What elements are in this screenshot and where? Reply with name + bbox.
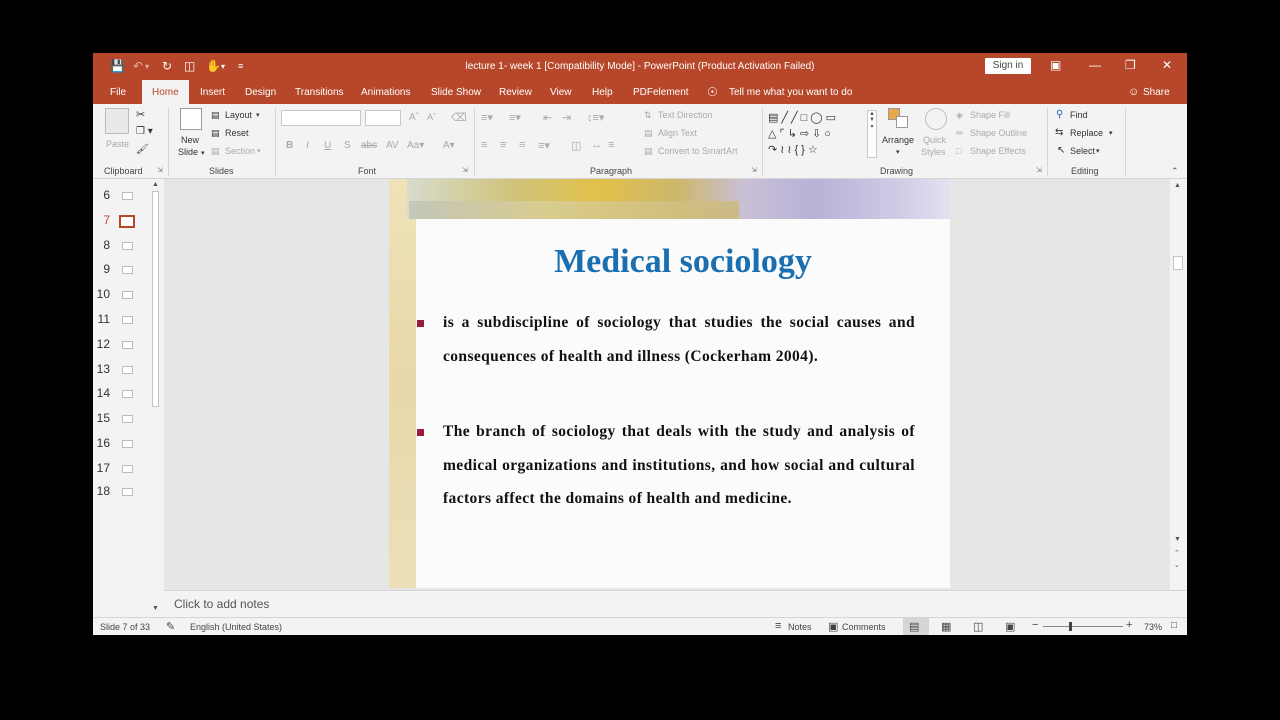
slide-thumbnail[interactable] xyxy=(93,484,153,504)
slide-thumbnail-image[interactable] xyxy=(122,366,133,374)
bold-icon[interactable]: B xyxy=(286,140,294,151)
slide-thumbnail-image[interactable] xyxy=(122,291,133,299)
zoom-slider[interactable] xyxy=(1043,626,1123,627)
layout-dropdown-icon[interactable]: ▾ xyxy=(256,112,260,119)
select-dropdown-icon[interactable]: ▾ xyxy=(1096,148,1100,155)
language-indicator[interactable]: English (United States) xyxy=(190,622,283,632)
numbering-icon[interactable]: ≡▾ xyxy=(509,112,521,124)
slide-thumbnail[interactable] xyxy=(93,312,153,332)
slide-thumbnail-image[interactable] xyxy=(122,192,133,200)
italic-icon[interactable]: I xyxy=(306,140,309,151)
tab-design[interactable]: Design xyxy=(245,87,277,98)
drawing-group-label: Drawing xyxy=(880,166,914,176)
tab-slide-show[interactable]: Slide Show xyxy=(431,87,482,98)
paragraph-direction-icon[interactable]: ↔ xyxy=(591,139,602,151)
zoom-slider-thumb[interactable] xyxy=(1069,622,1072,631)
slide-left-decoration xyxy=(389,179,416,588)
slide-number: 9 xyxy=(103,262,110,276)
reading-view-icon[interactable]: ◫ xyxy=(973,621,984,633)
paste-button[interactable]: Paste xyxy=(106,139,130,149)
cut-icon[interactable]: ✂ xyxy=(136,109,146,121)
shape-fill-icon[interactable]: ◈ xyxy=(956,110,963,120)
window-title: lecture 1- week 1 [Compatibility Mode] - PowerPoint (Product Activation Failed) xyxy=(465,61,815,72)
align-left-icon[interactable]: ≡ xyxy=(481,139,488,151)
reset-button[interactable]: Reset xyxy=(225,128,249,138)
increase-font-icon[interactable]: Aˆ xyxy=(409,112,419,123)
slide-thumbnail[interactable] xyxy=(93,287,153,307)
slide-thumbnail-image[interactable] xyxy=(122,316,133,324)
tab-home[interactable]: Home xyxy=(142,80,189,104)
find-icon[interactable]: ⚲ xyxy=(1056,109,1064,120)
align-text-button[interactable]: Align Text xyxy=(658,128,697,138)
comments-icon[interactable]: ▣ xyxy=(828,621,839,633)
justify-icon[interactable]: ≡▾ xyxy=(538,140,550,152)
ribbon-tabs xyxy=(93,80,1187,104)
tell-me-search[interactable]: Tell me what you want to do xyxy=(729,87,853,98)
slide-count: Slide 7 of 33 xyxy=(100,622,151,632)
tab-transitions[interactable]: Transitions xyxy=(295,87,344,98)
slide-thumbnail-image[interactable] xyxy=(122,415,133,423)
previous-slide-icon[interactable]: ⌃ xyxy=(1174,550,1180,557)
slide-thumbnail-image[interactable] xyxy=(122,488,133,496)
bullets-icon[interactable]: ≡▾ xyxy=(481,112,493,124)
shapes-gallery-scroll[interactable]: ▲ ▼ ▾ xyxy=(867,110,877,158)
slide-thumbnail-image[interactable] xyxy=(122,390,133,398)
slide-number: 11 xyxy=(97,312,110,326)
zoom-level[interactable]: 73% xyxy=(1144,622,1163,632)
slide-thumbnail[interactable] xyxy=(93,436,153,456)
notes-pane[interactable] xyxy=(164,590,1187,617)
shapes-gallery[interactable]: ▤╱╱□◯▭ △⌜↳⇨⇩○ ↷≀≀{}☆ xyxy=(768,112,839,156)
underline-icon[interactable]: U xyxy=(324,140,332,151)
font-color-icon[interactable]: A▾ xyxy=(443,140,455,151)
minimize-icon[interactable]: — xyxy=(1089,58,1101,72)
decrease-indent-icon[interactable]: ⇤ xyxy=(543,112,553,124)
slide-number: 18 xyxy=(96,484,110,498)
zoom-in-icon[interactable]: + xyxy=(1126,619,1133,631)
arrange-icon[interactable] xyxy=(888,108,910,130)
editor-scroll-down-icon[interactable]: ▼ xyxy=(1174,536,1181,543)
slide-number: 12 xyxy=(96,337,110,351)
editing-group-label: Editing xyxy=(1071,166,1099,176)
save-icon[interactable]: 💾 xyxy=(110,59,125,73)
slide-title[interactable]: Medical sociology xyxy=(554,243,812,280)
shape-effects-icon[interactable]: □ xyxy=(956,146,962,156)
slide-thumbnail[interactable] xyxy=(93,238,153,258)
format-painter-icon[interactable]: 🖌 xyxy=(136,144,149,155)
slide-thumbnail-image[interactable] xyxy=(119,215,135,228)
slide-number: 7 xyxy=(103,213,110,227)
slide-thumbnail-image[interactable] xyxy=(122,341,133,349)
from-beginning-icon[interactable]: ◫ xyxy=(184,59,196,73)
paragraph-launcher-icon[interactable]: ⇲ xyxy=(751,167,757,174)
decrease-font-icon[interactable]: Aˇ xyxy=(427,112,436,122)
section-button[interactable]: Section xyxy=(225,146,256,156)
slide-number: 10 xyxy=(96,287,110,301)
slide-thumbnail[interactable] xyxy=(93,386,153,406)
spell-check-icon[interactable]: ✎ xyxy=(166,621,176,633)
notes-button[interactable]: Notes xyxy=(788,622,812,632)
find-button[interactable]: Find xyxy=(1070,110,1088,120)
slide-thumbnail-image[interactable] xyxy=(122,242,133,250)
tab-file[interactable]: File xyxy=(110,87,127,98)
change-case-icon[interactable]: Aa▾ xyxy=(407,140,425,151)
share-button[interactable]: Share xyxy=(1143,87,1170,98)
slide-number: 14 xyxy=(96,386,110,400)
slide-thumbnail-image[interactable] xyxy=(122,465,133,473)
quick-styles-label-1[interactable]: Quick xyxy=(923,135,947,145)
slide-sorter-icon[interactable]: ▦ xyxy=(941,621,952,633)
slide-show-icon[interactable]: ▣ xyxy=(1005,621,1016,633)
columns-icon[interactable]: ◫ xyxy=(571,140,582,152)
tab-view[interactable]: View xyxy=(550,87,572,98)
section-icon[interactable]: ▤ xyxy=(211,146,220,156)
slide-banner-overlay xyxy=(409,201,739,219)
zoom-out-icon[interactable]: − xyxy=(1032,619,1039,631)
tab-review[interactable]: Review xyxy=(499,87,532,98)
ribbon-display-options-icon[interactable]: ▣ xyxy=(1050,58,1062,72)
normal-view-icon[interactable]: ▤ xyxy=(909,621,920,633)
tab-insert[interactable]: Insert xyxy=(200,87,226,98)
slide-number: 6 xyxy=(103,188,110,202)
arrange-button[interactable]: Arrange xyxy=(882,135,915,145)
slide-thumbnail[interactable] xyxy=(93,213,153,233)
clipboard-launcher-icon[interactable]: ⇲ xyxy=(157,167,163,174)
line-spacing-icon[interactable]: ↕≡▾ xyxy=(587,112,605,124)
slide-thumbnail[interactable] xyxy=(93,337,153,357)
share-person-icon: ☺ xyxy=(1128,86,1140,98)
status-bar xyxy=(93,617,1187,635)
notes-placeholder[interactable]: Click to add notes xyxy=(174,597,270,611)
slides-group-label: Slides xyxy=(209,166,234,176)
font-group-label: Font xyxy=(358,166,377,176)
slide-thumbnail-image[interactable] xyxy=(122,266,133,274)
thumbnail-scrollbar[interactable] xyxy=(150,179,161,615)
align-right-icon[interactable]: ≡ xyxy=(519,139,526,151)
current-slide[interactable] xyxy=(389,179,950,588)
tab-pdfelement[interactable]: PDFelement xyxy=(633,87,689,98)
undo-icon[interactable]: ↶ xyxy=(133,59,144,73)
shape-fill-button[interactable]: Shape Fill xyxy=(970,110,1011,120)
slide-thumbnail[interactable] xyxy=(93,188,153,208)
editor-scroll-thumb[interactable] xyxy=(1173,256,1183,270)
powerpoint-window xyxy=(93,53,1187,635)
strikethrough-icon[interactable]: abc xyxy=(361,140,378,151)
touch-mode-icon[interactable]: ✋ xyxy=(206,59,221,73)
slide-number: 16 xyxy=(96,436,110,450)
layout-icon[interactable]: ▤ xyxy=(211,110,220,120)
sign-in-button[interactable]: Sign in xyxy=(985,58,1031,74)
restore-icon[interactable]: ❐ xyxy=(1125,58,1136,72)
paste-icon[interactable] xyxy=(105,108,129,134)
replace-dropdown-icon[interactable]: ▾ xyxy=(1109,130,1113,137)
text-shadow-icon[interactable]: S xyxy=(344,140,351,151)
replace-button[interactable]: Replace xyxy=(1070,128,1104,138)
new-slide-label-1[interactable]: New xyxy=(181,135,200,145)
scroll-down-icon[interactable]: ▼ xyxy=(152,605,159,612)
align-center-icon[interactable]: ≡ xyxy=(500,139,507,151)
slide-thumbnail[interactable] xyxy=(93,411,153,431)
shape-outline-icon[interactable]: ✏ xyxy=(956,128,964,138)
comments-button[interactable]: Comments xyxy=(842,622,886,632)
font-name-dropdown[interactable] xyxy=(281,110,361,126)
slide-thumbnail-image[interactable] xyxy=(122,440,133,448)
slide-thumbnail[interactable] xyxy=(93,362,153,382)
new-slide-dropdown-icon[interactable]: ▾ xyxy=(201,150,205,157)
slide-number: 8 xyxy=(103,238,110,252)
notes-icon[interactable]: ≡ xyxy=(775,620,782,632)
customize-qat-icon[interactable]: ≡ xyxy=(238,61,244,71)
paragraph-group-label: Paragraph xyxy=(590,166,633,176)
convert-smartart-button[interactable]: Convert to SmartArt xyxy=(658,146,738,156)
ribbon-home xyxy=(93,104,1187,179)
select-button[interactable]: Select xyxy=(1070,146,1096,156)
undo-dropdown-icon[interactable]: ▾ xyxy=(145,62,150,71)
select-icon[interactable]: ↖ xyxy=(1057,145,1066,156)
replace-icon[interactable]: ⇆ xyxy=(1055,127,1064,138)
scroll-up-icon[interactable]: ▲ xyxy=(152,181,159,188)
clear-formatting-icon[interactable]: ⌫ xyxy=(451,112,467,124)
align-text-icon[interactable]: ▤ xyxy=(644,128,653,138)
slide-thumbnail[interactable] xyxy=(93,179,153,183)
font-size-dropdown[interactable] xyxy=(365,110,401,126)
rtl-icon[interactable]: ≡ xyxy=(608,139,615,151)
shape-outline-button[interactable]: Shape Outline xyxy=(970,128,1028,138)
next-slide-icon[interactable]: ⌄ xyxy=(1174,562,1180,569)
bullet-marker xyxy=(417,429,424,436)
increase-indent-icon[interactable]: ⇥ xyxy=(562,112,572,124)
thumbnail-scroll-thumb[interactable] xyxy=(152,191,159,407)
reset-icon[interactable]: ▤ xyxy=(211,128,220,138)
text-direction-icon[interactable]: ⇅ xyxy=(644,110,652,120)
touch-dropdown-icon[interactable]: ▾ xyxy=(221,62,226,71)
lightbulb-icon: ☉ xyxy=(707,85,718,99)
title-bar xyxy=(93,53,1187,80)
new-slide-label-2[interactable]: Slide xyxy=(178,147,199,157)
bullet-text-2[interactable]: The branch of sociology that deals with the study and analysis of medical organizations and institutions, and how social and cultural factors affect the domains of health and medicine. xyxy=(443,423,915,508)
tab-animations[interactable]: Animations xyxy=(361,87,411,98)
close-icon[interactable]: ✕ xyxy=(1162,58,1173,72)
new-slide-icon[interactable] xyxy=(180,108,202,130)
slide-number: 15 xyxy=(96,411,110,425)
character-spacing-icon[interactable]: AV xyxy=(386,140,399,151)
redo-icon[interactable]: ↻ xyxy=(162,59,173,73)
drawing-launcher-icon[interactable]: ⇲ xyxy=(1036,167,1042,174)
font-launcher-icon[interactable]: ⇲ xyxy=(462,167,468,174)
slide-number: 17 xyxy=(96,461,110,475)
clipboard-group-label: Clipboard xyxy=(104,166,143,176)
fit-to-window-icon[interactable]: □ xyxy=(1171,620,1178,631)
editor-scrollbar[interactable] xyxy=(1170,179,1187,590)
bullet-marker xyxy=(417,320,424,327)
layout-button[interactable]: Layout xyxy=(225,110,253,120)
arrange-dropdown-icon[interactable]: ▾ xyxy=(896,149,900,156)
smartart-icon[interactable]: ▤ xyxy=(644,146,653,156)
collapse-ribbon-icon[interactable]: ⌃ xyxy=(1171,166,1179,176)
slide-number: 13 xyxy=(96,362,110,376)
tab-help[interactable]: Help xyxy=(592,87,613,98)
editor-scroll-up-icon[interactable]: ▲ xyxy=(1174,182,1181,189)
text-direction-button[interactable]: Text Direction xyxy=(658,110,713,120)
copy-icon[interactable]: ❐ ▾ xyxy=(136,126,153,137)
quick-styles-label-2[interactable]: Styles xyxy=(921,147,946,157)
slide-thumbnail[interactable] xyxy=(93,262,153,282)
quick-styles-icon[interactable] xyxy=(925,108,947,130)
section-dropdown-icon[interactable]: ▾ xyxy=(257,148,261,155)
shape-effects-button[interactable]: Shape Effects xyxy=(970,146,1026,156)
slide-editor xyxy=(164,179,1178,590)
slide-thumbnail[interactable] xyxy=(93,461,153,481)
bullet-text-1[interactable]: is a subdiscipline of sociology that studies the social causes and consequences of health and illness (Cockerham 2004). xyxy=(443,314,915,365)
